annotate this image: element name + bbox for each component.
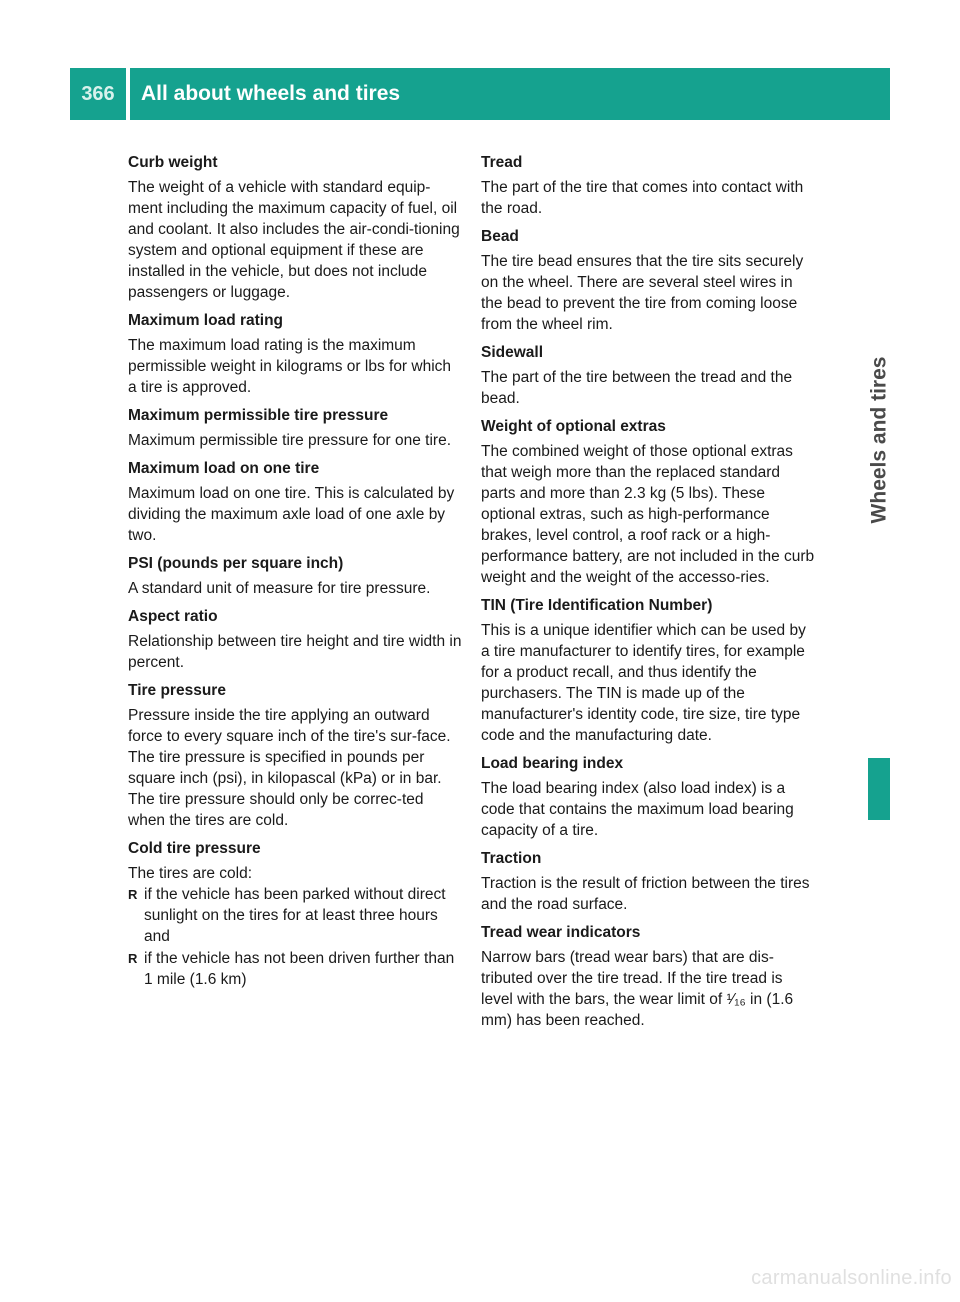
term-definition: The tires are cold: xyxy=(128,865,253,882)
term-title: TIN (Tire Identification Number) xyxy=(481,597,713,614)
bullet-icon: R xyxy=(128,887,138,902)
side-tab-marker xyxy=(868,758,890,820)
term-title: Bead xyxy=(481,228,519,245)
list-item xyxy=(128,884,463,947)
term-definition: Narrow bars (tread wear bars) that are dis-tributed over the tire tread. If the tire tread is level with the bars, the wear limit of ¹⁄₁₆ in (1.6 mm) has been reached. xyxy=(481,949,794,1029)
term-definition: This is a unique identifier which can be used by a tire manufacturer to identify tires, for example for a product recall, and thus identify the purchasers. The TIN is made up of the manufacturer's identity code, tire size, tire type code and the manufacturing date. xyxy=(481,622,806,744)
term-title: Tire pressure xyxy=(128,682,226,699)
left-column xyxy=(128,152,463,997)
term-definition: Maximum permissible tire pressure for one tire. xyxy=(128,432,452,449)
term-title: Maximum permissible tire pressure xyxy=(128,407,389,424)
side-tab xyxy=(868,140,890,740)
term-definition: A standard unit of measure for tire pressure. xyxy=(128,580,431,597)
term-maximum-permissible-tire-pressure xyxy=(128,405,463,451)
term-definition: Relationship between tire height and tire width in percent. xyxy=(128,633,462,671)
term-cold-tire-pressure xyxy=(128,838,463,990)
term-tire-pressure xyxy=(128,680,463,831)
term-psi xyxy=(128,553,463,599)
term-definition: Traction is the result of friction between the tires and the road surface. xyxy=(481,875,810,913)
term-title: PSI (pounds per square inch) xyxy=(128,555,344,572)
term-title: Weight of optional extras xyxy=(481,418,666,435)
section-title: All about wheels and tires xyxy=(130,68,890,120)
term-traction xyxy=(481,848,816,915)
term-title: Maximum load on one tire xyxy=(128,460,320,477)
bullet-list xyxy=(128,884,463,990)
term-title: Maximum load rating xyxy=(128,312,284,329)
term-definition: The tire bead ensures that the tire sits securely on the wheel. There are several steel wires in the bead to prevent the tire from coming loose from the wheel rim. xyxy=(481,253,804,333)
term-title: Cold tire pressure xyxy=(128,840,261,857)
term-definition: The load bearing index (also load index) is a code that contains the maximum load bearing capacity of a tire. xyxy=(481,780,794,839)
term-definition: The combined weight of those optional extras that weigh more than the replaced standard parts and more than 2.3 kg (5 lbs). These optional extras, such as high-performance brakes, level control, a roof rack or a high-performance battery, are not included in the curb weight and the weight of the accesso-ries. xyxy=(481,443,815,586)
term-title: Curb weight xyxy=(128,154,218,171)
term-weight-of-optional-extras xyxy=(481,416,816,588)
list-item xyxy=(128,948,463,990)
term-aspect-ratio xyxy=(128,606,463,673)
page-number: 366 xyxy=(70,68,126,120)
term-definition: The maximum load rating is the maximum permissible weight in kilograms or lbs for which a tire is approved. xyxy=(128,337,452,396)
term-curb-weight xyxy=(128,152,463,303)
term-title: Traction xyxy=(481,850,542,867)
term-tread-wear-indicators xyxy=(481,922,816,1031)
term-bead xyxy=(481,226,816,335)
term-definition: Pressure inside the tire applying an outward force to every square inch of the tire's sur-face. The tire pressure is specified in pounds per square inch (psi), in kilopascal (kPa) or in bar. The tire pressure should only be correc-ted when the tires are cold. xyxy=(128,707,451,829)
term-maximum-load-on-one-tire xyxy=(128,458,463,546)
term-load-bearing-index xyxy=(481,753,816,841)
bullet-icon: R xyxy=(128,951,138,966)
term-definition: The weight of a vehicle with standard equip-ment including the maximum capacity of fuel, oil and coolant. It also includes the air-condi-tioning system and optional equipment if these are installed in the vehicle, but does not include passengers or luggage. xyxy=(128,179,460,301)
term-definition: The part of the tire that comes into contact with the road. xyxy=(481,179,804,217)
term-title: Aspect ratio xyxy=(128,608,218,625)
right-column xyxy=(481,152,816,1038)
term-title: Sidewall xyxy=(481,344,544,361)
term-tin xyxy=(481,595,816,746)
term-definition: Maximum load on one tire. This is calculated by dividing the maximum axle load of one axle by two. xyxy=(128,485,455,544)
term-maximum-load-rating xyxy=(128,310,463,398)
list-item-text: if the vehicle has not been driven further than 1 mile (1.6 km) xyxy=(144,950,455,988)
term-tread xyxy=(481,152,816,219)
list-item-text: if the vehicle has been parked without direct sunlight on the tires for at least three hours and xyxy=(144,886,446,945)
term-sidewall xyxy=(481,342,816,409)
term-title: Load bearing index xyxy=(481,755,624,772)
term-title: Tread xyxy=(481,154,523,171)
side-tab-label: Wheels and tires xyxy=(867,356,891,524)
term-title: Tread wear indicators xyxy=(481,924,641,941)
term-definition: The part of the tire between the tread and the bead. xyxy=(481,369,793,407)
watermark: carmanualsonline.info xyxy=(751,1267,952,1289)
